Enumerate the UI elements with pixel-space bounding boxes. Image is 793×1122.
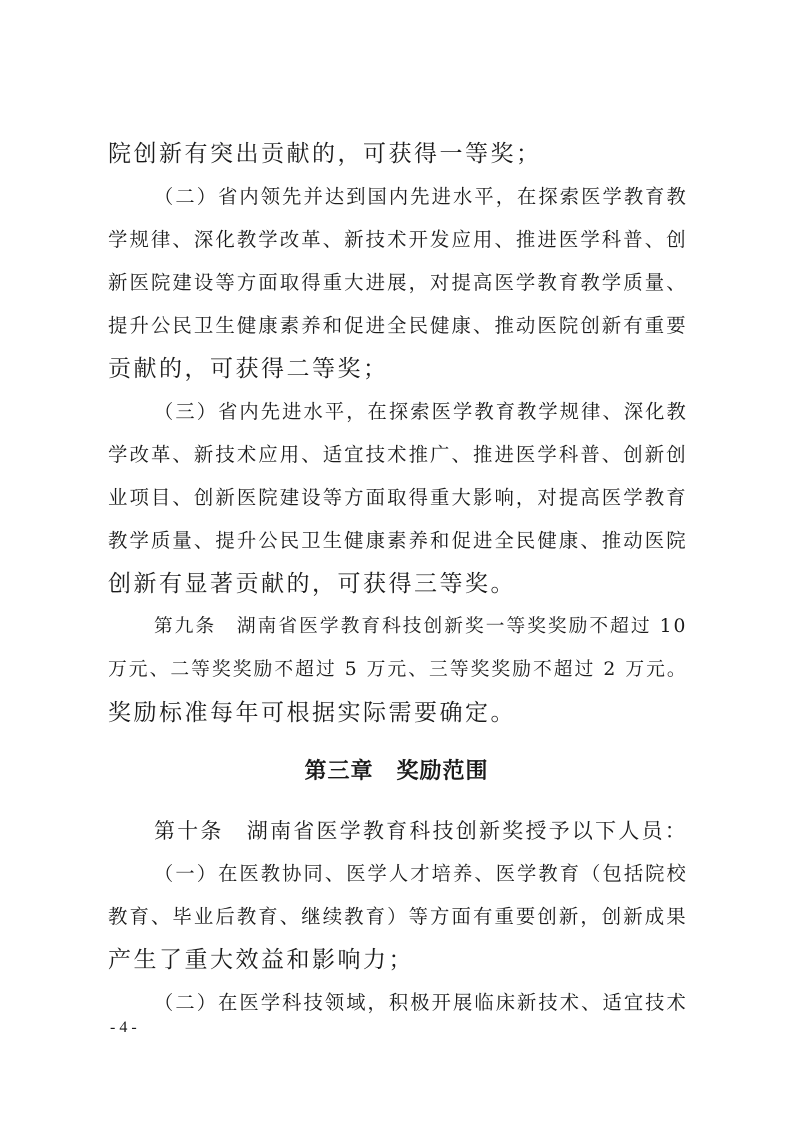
body-line: 学规律、深化教学改革、新技术开发应用、推进医学科普、创 (108, 228, 688, 251)
body-line: 第十条 湖南省医学教育科技创新奖授予以下人员： (154, 819, 689, 843)
body-line: 产生了重大效益和影响力； (108, 947, 414, 973)
body-line: 第九条 湖南省医学教育科技创新奖一等奖奖励不超过 10 (154, 616, 688, 637)
body-line: 提升公民卫生健康素养和促进全民健康、推动医院创新有重要 (108, 314, 688, 337)
body-line: 创新有显著贡献的，可获得三等奖。 (108, 571, 516, 597)
body-line: 教育、毕业后教育、继续教育）等方面有重要创新，创新成果 (108, 905, 688, 928)
body-line: 贡献的，可获得二等奖； (108, 356, 389, 382)
body-line: 业项目、创新医院建设等方面取得重大影响，对提高医学教育 (108, 486, 688, 509)
body-line: （二）在医学科技领域，积极开展临床新技术、适宜技术 (154, 991, 688, 1014)
body-line: （二）省内领先并达到国内先进水平，在探索医学教育教 (154, 185, 688, 208)
body-line: 学改革、新技术应用、适宜技术推广、推进医学科普、创新创 (108, 443, 688, 466)
body-line: 万元、二等奖奖励不超过 5 万元、三等奖奖励不超过 2 万元。 (108, 659, 688, 680)
chapter-heading: 第三章 奖励范围 (304, 759, 489, 784)
page-number: - 4 - (110, 1019, 137, 1036)
body-line: （一）在医教协同、医学人才培养、医学教育（包括院校 (154, 862, 688, 885)
body-line: 奖励标准每年可根据实际需要确定。 (108, 700, 516, 726)
body-line: 教学质量、提升公民卫生健康素养和促进全民健康、推动医院 (108, 529, 688, 552)
body-line: （三）省内先进水平，在探索医学教育教学规律、深化教 (154, 400, 688, 423)
body-line: 新医院建设等方面取得重大进展，对提高医学教育教学质量、 (108, 271, 688, 294)
body-line: 院创新有突出贡献的，可获得一等奖； (108, 141, 542, 167)
